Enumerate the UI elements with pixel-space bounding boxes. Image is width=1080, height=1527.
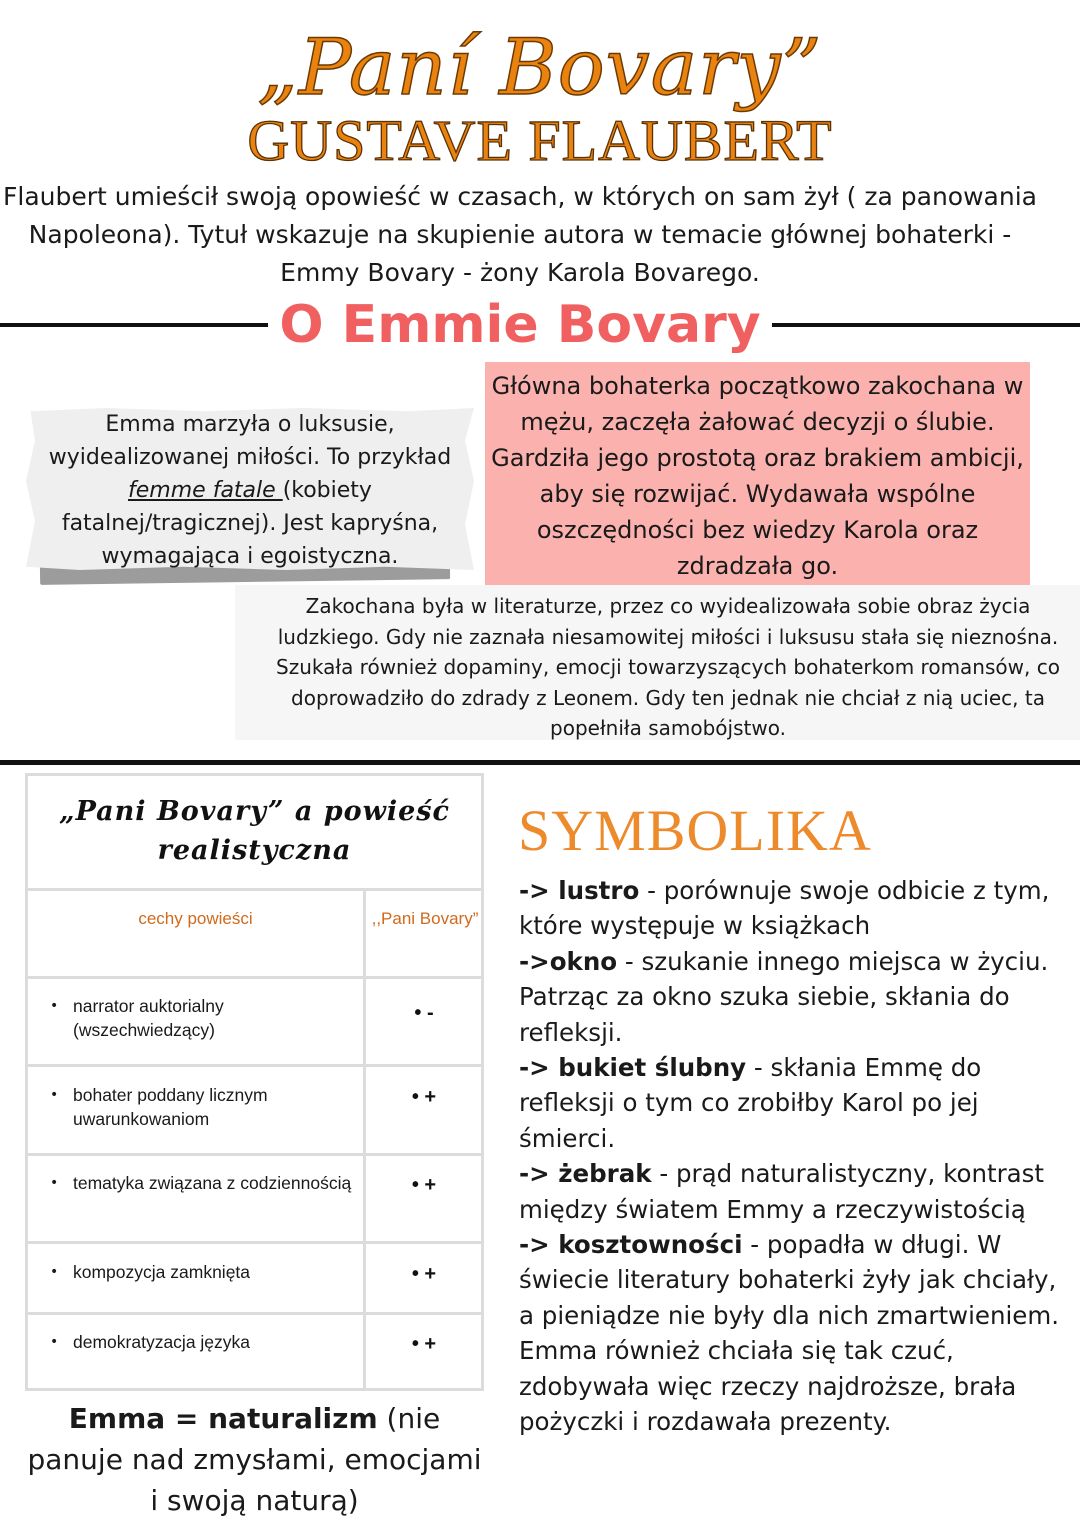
book-mark: • + xyxy=(411,1174,437,1196)
table-row-line xyxy=(28,1064,481,1067)
column-header-book: ,,Pani Bovary” xyxy=(371,909,479,928)
column-header-features: cechy powieści xyxy=(138,909,253,928)
table-row xyxy=(28,1330,363,1380)
table-row-line xyxy=(28,1312,481,1315)
book-mark: • - xyxy=(414,1002,434,1024)
heading-rule-left xyxy=(0,323,268,327)
symbol-term: -> bukiet ślubny xyxy=(519,1053,747,1083)
symbol-term: -> żebrak xyxy=(519,1159,652,1189)
feature-text: tematyka związana z codziennością xyxy=(73,1173,352,1193)
emma-description-note xyxy=(40,408,460,573)
symbol-desc: - skłania Emmę do refleksji o tym co zrobiłby Karol po jej śmierci. xyxy=(519,1053,982,1153)
heading-rule-right xyxy=(772,323,1080,327)
gray-box-text: Zakochana była w literaturze, przez co wyidealizowała sobie obraz życia ludzkiego. Gdy nie zaznała niesamowitej miłości i luksusu stała się nieznośna. Szukała również dopaminy, emocji towarzyszących bohaterkom romansów, co doprowadziło do zdrady z Leonem. Gdy ten jednak nie chciał z nią uciec, ta popełniła samobójstwo. xyxy=(276,594,1060,740)
realism-table xyxy=(25,773,484,1391)
book-mark: • + xyxy=(411,1333,437,1355)
naturalizm-rest: (nie panuje nad zmysłami, emocjami i swoją naturą) xyxy=(27,1402,482,1517)
femme-fatale-term: femme fatale xyxy=(128,478,283,503)
feature-text: bohater poddany licznym uwarunkowaniom xyxy=(73,1085,268,1129)
section-divider xyxy=(0,760,1080,765)
emma-note-text-2: (kobiety fatalnej/tragicznej). Jest kapryśna, wymagająca i egoistyczna. xyxy=(61,478,439,569)
intro-paragraph: Flaubert umieścił swoją opowieść w czasach, w których on sam żył ( za panowania Napoleona). Tytuł wskazuje na skupienie autora w temacie głównej bohaterki - Emmy Bovary - żony Karola Bovarego. xyxy=(3,182,1037,287)
symbolika-heading: SYMBOLIKA xyxy=(518,798,872,863)
symbol-item-window xyxy=(519,944,1064,1050)
bullet-icon: • xyxy=(50,1087,59,1103)
emma-note-text-1: Emma marzyła o luksusie, wyidealizowanej miłości. To przykład xyxy=(48,412,452,470)
book-mark: • + xyxy=(411,1263,437,1285)
book-mark: • + xyxy=(411,1086,437,1108)
book-title: „Paní Bovary” xyxy=(257,23,823,113)
symbol-term: -> kosztowności xyxy=(519,1230,743,1260)
symbol-item-mirror xyxy=(519,873,1064,944)
bullet-icon: • xyxy=(50,998,59,1014)
bullet-icon: • xyxy=(50,1334,59,1350)
author-name: GUSTAVE FLAUBERT xyxy=(247,108,833,173)
table-row-line xyxy=(28,1153,481,1156)
table-title: „Pani Bovary” a powieść realistyczna xyxy=(59,796,450,866)
table-row-line xyxy=(28,976,481,979)
bullet-icon: • xyxy=(50,1175,59,1191)
symbol-desc: - szukanie innego miejsca w życiu. Patrząc za okno szuka siebie, skłania do refleksji. xyxy=(519,946,1049,1047)
symbol-desc: - porównuje swoje odbicie z tym, które występuje w książkach xyxy=(519,876,1050,941)
table-header-line xyxy=(28,888,481,891)
table-row xyxy=(28,1171,363,1241)
feature-text: demokratyzacja języka xyxy=(73,1332,251,1352)
naturalizm-summary xyxy=(25,1398,484,1521)
table-row xyxy=(28,994,363,1064)
symbol-item-beggar xyxy=(519,1156,1064,1227)
symbol-item-bouquet xyxy=(519,1050,1064,1156)
feature-text: kompozycja zamknięta xyxy=(73,1262,251,1282)
symbol-item-valuables xyxy=(519,1227,1064,1439)
symbolika-list xyxy=(519,873,1064,1440)
pink-box-text: Główna bohaterka początkowo zakochana w mężu, zaczęła żałować decyzji o ślubie. Gardziła jego prostotą oraz brakiem ambicji, aby się rozwijać. Wydawała wspólne oszczędności bez wiedzy Karola oraz zdradzała go. xyxy=(491,372,1024,580)
symbol-desc: - popadła w długi. W świecie literatury bohaterki żyły jak chciały, a pieniądze nie były dla nich zmartwieniem. Emma również chciała się tak czuć, zdobywała więc rzeczy najdroższe, brała pożyczki i rozdawała prezenty. xyxy=(519,1230,1060,1437)
table-row xyxy=(28,1083,363,1153)
bullet-icon: • xyxy=(50,1264,59,1280)
table-row-line xyxy=(28,1241,481,1244)
naturalizm-bold: Emma = naturalizm xyxy=(68,1402,378,1435)
table-row xyxy=(28,1260,363,1310)
section-heading: O Emmie Bovary xyxy=(279,295,761,355)
symbol-term: ->okno xyxy=(519,946,618,976)
feature-text: narrator auktorialny (wszechwiedzący) xyxy=(73,996,224,1040)
symbol-term: -> lustro xyxy=(519,876,640,905)
symbol-desc: - prąd naturalistyczny, kontrast między światem Emmy a rzeczywistością xyxy=(519,1159,1045,1224)
